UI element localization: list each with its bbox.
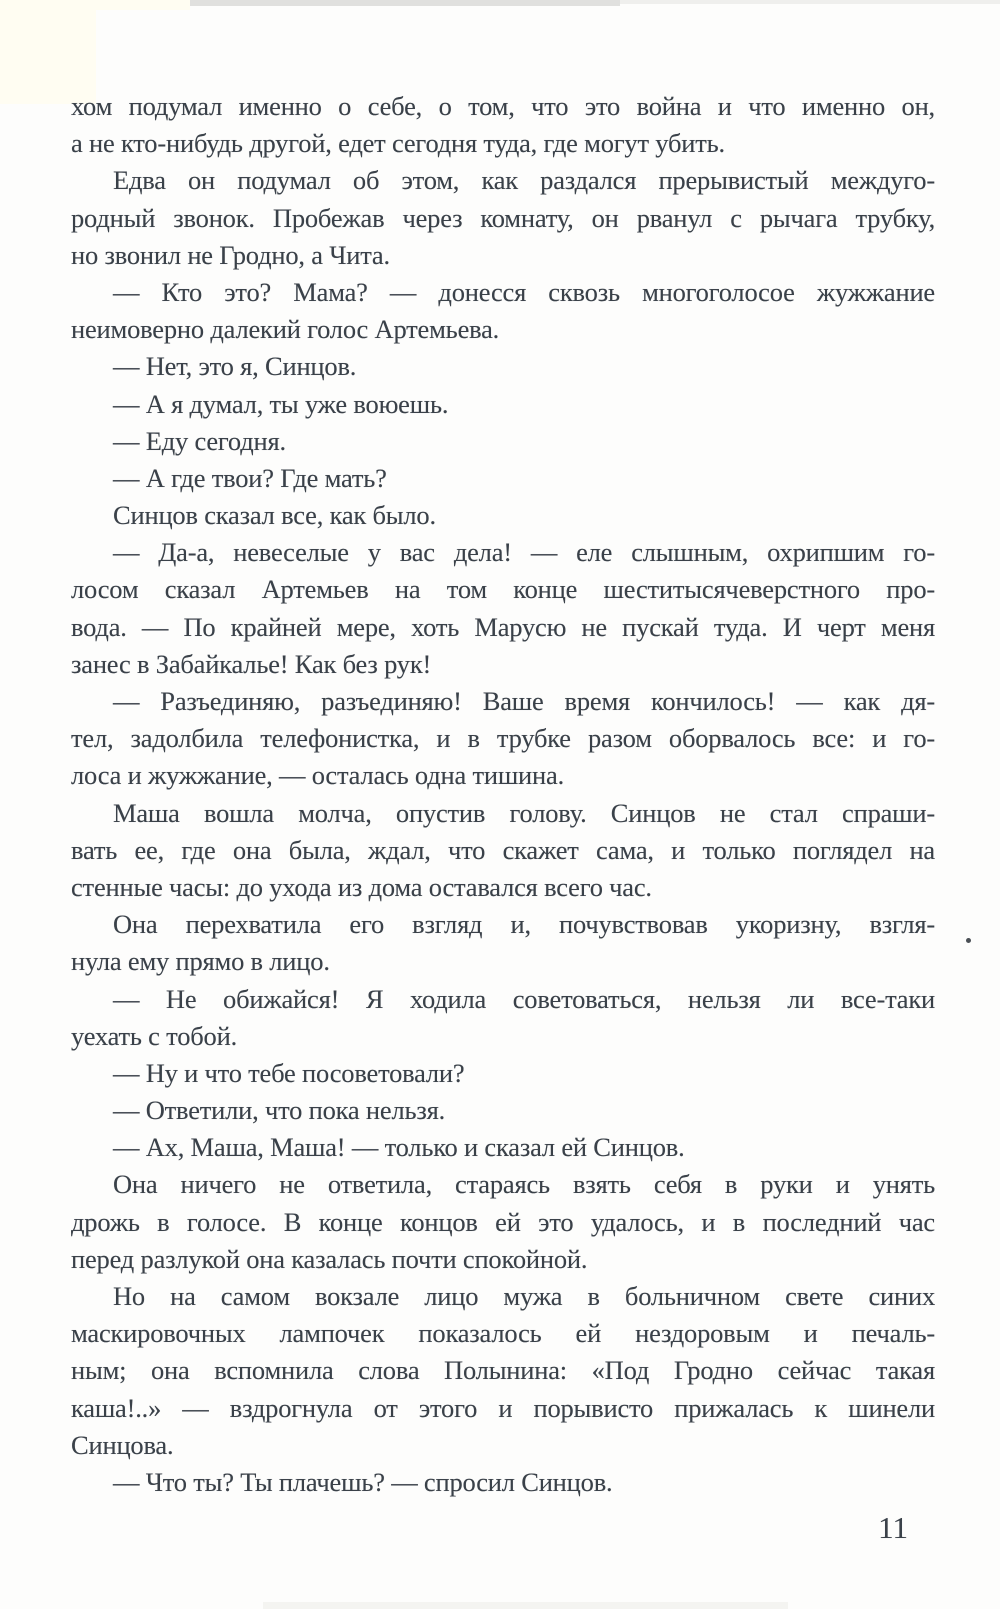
text-line: лоса и жужжание, — осталась одна тишина.	[71, 760, 564, 791]
text-line: нула ему прямо в лицо.	[71, 946, 330, 977]
text-line: занес в Забайкалье! Как без рук!	[71, 648, 432, 679]
text-line: уехать с тобой.	[71, 1020, 237, 1051]
text-line: Едва он подумал об этом, как раздался прерывистый междуго-	[113, 165, 935, 196]
text-line: — Ах, Маша, Маша! — только и сказал ей Синцов.	[113, 1132, 685, 1163]
text-line: тел, задолбила телефонистка, и в трубке разом оборвалось все: и го-	[71, 723, 935, 754]
text-line: — Да-а, невеселые у вас дела! — еле слышным, охрипшим го-	[113, 537, 935, 568]
scan-artifact-bar	[190, 0, 620, 6]
text-line: — Кто это? Мама? — донесся сквозь многоголосое жужжание	[113, 276, 935, 307]
text-line: — Ну и что тебе посоветовали?	[113, 1057, 465, 1088]
text-line: — Не обижайся! Я ходила советоваться, нельзя ли все-таки	[113, 983, 935, 1014]
text-line: — А где твои? Где мать?	[113, 462, 387, 493]
text-line: — Еду сегодня.	[113, 425, 286, 456]
scan-artifact-bottom	[263, 1602, 788, 1609]
text-line: каша!..» — вздрогнула от этого и порывисто прижалась к шинели	[71, 1392, 935, 1423]
text-line: Она перехватила его взгляд и, почувствовав укоризну, взгля-	[113, 909, 935, 940]
text-line: Но на самом вокзале лицо мужа в больничном свете синих	[113, 1281, 935, 1311]
text-line: а не кто-нибудь другой, едет сегодня туда, где могут убить.	[71, 128, 725, 159]
text-line: стенные часы: до ухода из дома оставался всего час.	[71, 871, 652, 902]
text-line: — Ответили, что пока нельзя.	[113, 1095, 446, 1126]
text-line: неимоверно далекий голос Артемьева.	[71, 314, 500, 345]
scan-artifact-bar-faint	[620, 0, 1000, 4]
text-line: — А я думал, ты уже воюешь.	[113, 388, 449, 419]
text-line: Синцов сказал все, как было.	[113, 500, 436, 531]
text-line: родный звонок. Пробежав через комнату, он рванул с рычага трубку,	[71, 202, 935, 233]
text-line: перед разлукой она казалась почти спокойной.	[71, 1243, 588, 1274]
text-line: Синцова.	[71, 1429, 174, 1460]
text-line: вать ее, где она была, ждал, что скажет сама, и только поглядел на	[71, 834, 935, 865]
scan-edge-strip	[0, 0, 190, 10]
page-text-block	[71, 88, 935, 1501]
text-line: — Нет, это я, Синцов.	[113, 351, 357, 382]
text-line: лосом сказал Артемьев на том конце шеститысячеверстного про-	[71, 574, 935, 605]
text-line: — Разъединяю, разъединяю! Ваше время кончилось! — как дя-	[113, 686, 935, 716]
text-line: но звонил не Гродно, а Чита.	[71, 239, 390, 270]
text-line: — Что ты? Ты плачешь? — спросил Синцов.	[113, 1466, 613, 1497]
scan-artifact-dot	[966, 938, 971, 943]
text-line: ным; она вспомнила слова Полынина: «Под Гродно сейчас такая	[71, 1355, 935, 1386]
text-line: Маша вошла молча, опустив голову. Синцов не стал спраши-	[113, 797, 935, 828]
text-line: Она ничего не ответила, стараясь взять себя в руки и унять	[113, 1169, 935, 1200]
text-line: хом подумал именно о себе, о том, что это война и что именно он,	[71, 91, 935, 121]
text-line: маскировочных лампочек показалось ей нездоровым и печаль-	[71, 1318, 935, 1349]
page-number: 11	[878, 1510, 908, 1545]
text-line: вода. — По крайней мере, хоть Марусю не пускай туда. И черт меня	[71, 611, 935, 642]
text-line: дрожь в голосе. В конце концов ей это удалось, и в последний час	[71, 1206, 935, 1237]
